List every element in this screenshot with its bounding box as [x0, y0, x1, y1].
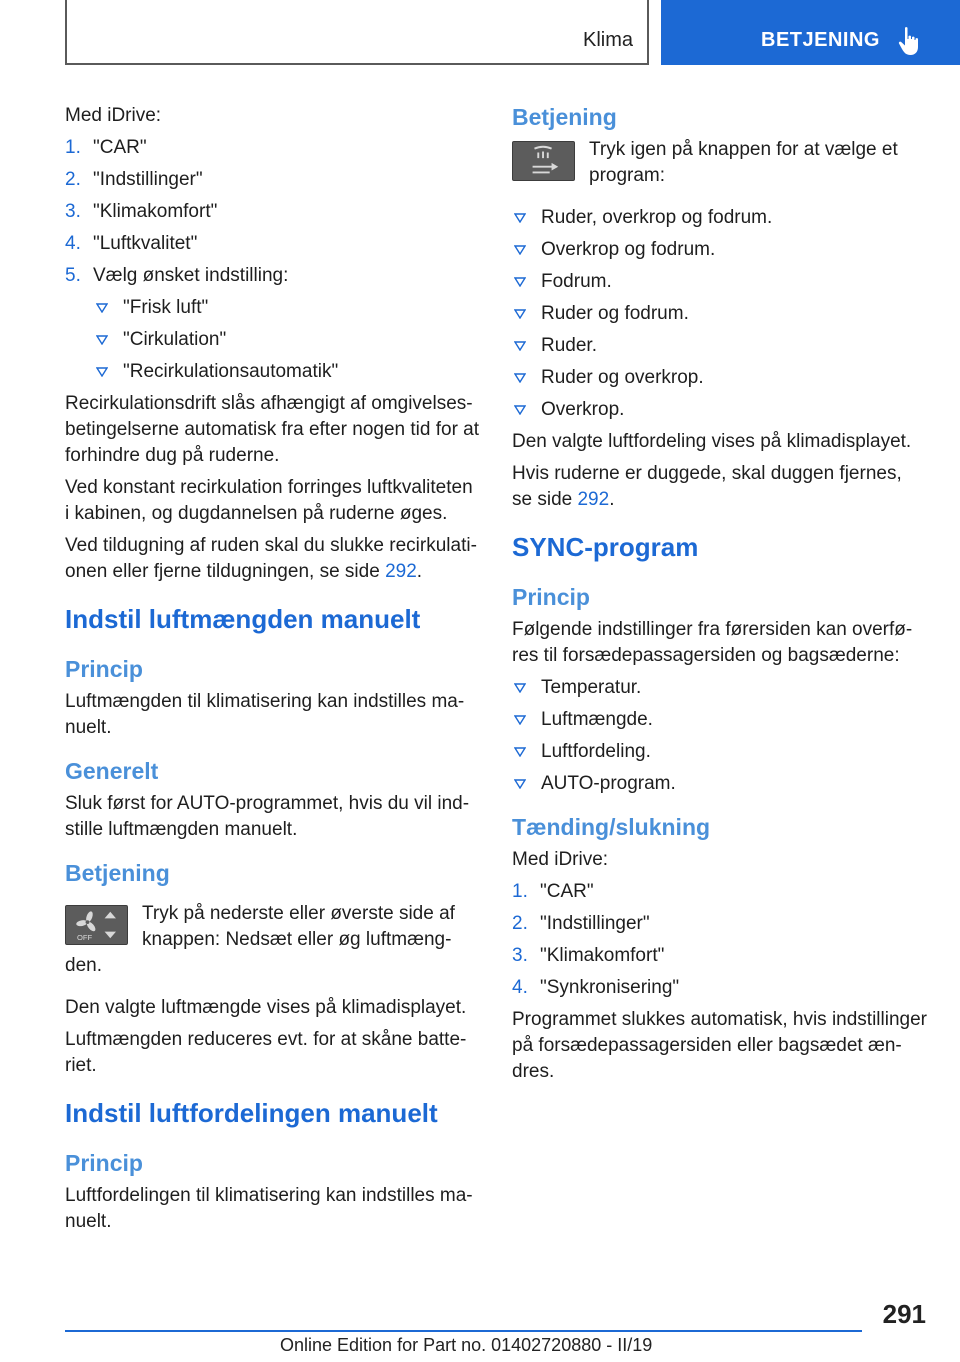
page-link[interactable]: 292 — [577, 489, 610, 510]
intro-text: Med iDrive: — [512, 849, 609, 870]
right-column — [512, 103, 927, 1091]
subheading-principle: Princip — [512, 584, 590, 610]
heading-distribution: Indstil luftfordelingen manuelt — [65, 1098, 438, 1128]
step-item: 4. "Synkronisering" — [512, 977, 680, 998]
subheading-general: Generelt — [65, 758, 159, 784]
pointing-hand-icon — [898, 26, 922, 56]
step-item: 2. "Indstillinger" — [512, 913, 650, 934]
step-item: 4. "Luftkvalitet" — [65, 233, 198, 254]
heading-airflow: Indstil luftmængden manuelt — [65, 604, 421, 634]
page-link[interactable]: 292 — [385, 561, 417, 582]
option-item: "Cirkulation" — [94, 327, 480, 353]
triangle-bullet-icon — [96, 303, 108, 313]
sync-item: AUTO-program. — [512, 771, 927, 797]
paragraph: Den valgte luftmængde vises på klimadisplayet. — [65, 997, 467, 1018]
sync-item: Luftmængde. — [512, 707, 927, 733]
subheading-on-off: Tænding/slukning — [512, 814, 711, 840]
triangle-bullet-icon — [514, 779, 526, 789]
triangle-bullet-icon — [514, 405, 526, 415]
paragraph: Sluk først for AUTO-programmet, hvis du vil ind-stille luftmængden manuelt. — [65, 793, 470, 840]
step-item: 1. "CAR" — [512, 881, 594, 902]
program-item: Ruder og fodrum. — [512, 301, 927, 327]
step-item: 3. "Klimakomfort" — [512, 945, 665, 966]
subheading-principle: Princip — [65, 656, 143, 682]
sync-items-list — [512, 675, 927, 797]
fan-off-label: OFF — [77, 933, 93, 943]
program-item: Overkrop. — [512, 397, 927, 423]
section-title: BETJENING — [761, 29, 880, 51]
step-item: 2. "Indstillinger" — [65, 169, 203, 190]
paragraph: Luftmængden til klimatisering kan indstilles ma-nuelt. — [65, 691, 465, 738]
triangle-bullet-icon — [514, 747, 526, 757]
fan-off-updown-button-icon — [65, 905, 128, 945]
header-chapter-box — [65, 0, 649, 65]
paragraph: Hvis ruderne er duggede, skal duggen fjernes, se side 292. — [512, 463, 902, 510]
program-item: Ruder. — [512, 333, 927, 359]
triangle-bullet-icon — [514, 373, 526, 383]
triangle-bullet-icon — [96, 367, 108, 377]
triangle-bullet-icon — [514, 715, 526, 725]
triangle-bullet-icon — [514, 213, 526, 223]
program-item: Ruder, overkrop og fodrum. — [512, 205, 927, 231]
program-item: Ruder og overkrop. — [512, 365, 927, 391]
triangle-bullet-icon — [514, 341, 526, 351]
paragraph: Ved tildugning af ruden skal du slukke recirkulati-onen eller fjerne tildugningen, se side 292. — [65, 535, 477, 582]
edition-footer: Online Edition for Part no. 01402720880 - II/19 — [280, 1335, 653, 1355]
fan-button-instruction: OFF Tryk på nederste eller øverste side af knappen: Nedsæt eller øg luftmæng- den. — [65, 903, 455, 976]
triangle-bullet-icon — [96, 335, 108, 345]
subheading-operation: Betjening — [65, 860, 170, 886]
program-item: Fodrum. — [512, 269, 927, 295]
header-section-tab — [661, 0, 960, 65]
triangle-bullet-icon — [514, 245, 526, 255]
program-item: Overkrop og fodrum. — [512, 237, 927, 263]
option-item: "Recirkulationsautomatik" — [94, 359, 480, 385]
chapter-title: Klima — [582, 29, 633, 51]
left-column — [65, 103, 480, 1241]
heading-sync: SYNC-program — [512, 532, 699, 562]
paragraph: Luftmængden reduceres evt. for at skåne batte-riet. — [65, 1029, 467, 1076]
step-item: 3. "Klimakomfort" — [65, 201, 218, 222]
subheading-operation: Betjening — [512, 104, 617, 130]
paragraph: Ved konstant recirkulation forringes luftkvaliteten i kabinen, og dugdannelsen på ruderne øges. — [65, 477, 473, 524]
triangle-bullet-icon — [514, 277, 526, 287]
paragraph: Programmet slukkes automatisk, hvis indstillinger på forsædepassagersiden eller bagsædet æn-dres. — [512, 1009, 927, 1082]
recirculation-options — [65, 295, 480, 385]
program-list — [512, 205, 927, 423]
step-item: 5. Vælg ønsket indstilling: — [65, 265, 289, 286]
idrive-steps — [65, 135, 480, 289]
idrive-steps — [512, 879, 927, 1001]
air-distribution-button-icon — [512, 141, 575, 181]
paragraph: Følgende indstillinger fra førersiden kan overfø-res til forsædepassagersiden og bagsæderne: — [512, 619, 913, 666]
triangle-bullet-icon — [514, 683, 526, 693]
sync-item: Temperatur. — [512, 675, 927, 701]
paragraph: Luftfordelingen til klimatisering kan indstilles ma-nuelt. — [65, 1185, 473, 1232]
sync-item: Luftfordeling. — [512, 739, 927, 765]
page-number: 291 — [882, 1299, 926, 1329]
option-item: "Frisk luft" — [94, 295, 480, 321]
triangle-bullet-icon — [514, 309, 526, 319]
paragraph: Recirkulationsdrift slås afhængigt af omgivelses-betingelserne automatisk fra efter nogen tid for at forhindre dug på ruderne. — [65, 393, 480, 466]
footer-divider — [65, 1330, 862, 1332]
intro-text: Med iDrive: — [65, 105, 162, 126]
distribution-button-instruction: Tryk igen på knappen for at vælge et program: — [512, 137, 927, 189]
subheading-principle: Princip — [65, 1150, 143, 1176]
paragraph: Den valgte luftfordeling vises på klimadisplayet. — [512, 431, 912, 452]
step-item: 1. "CAR" — [65, 137, 147, 158]
